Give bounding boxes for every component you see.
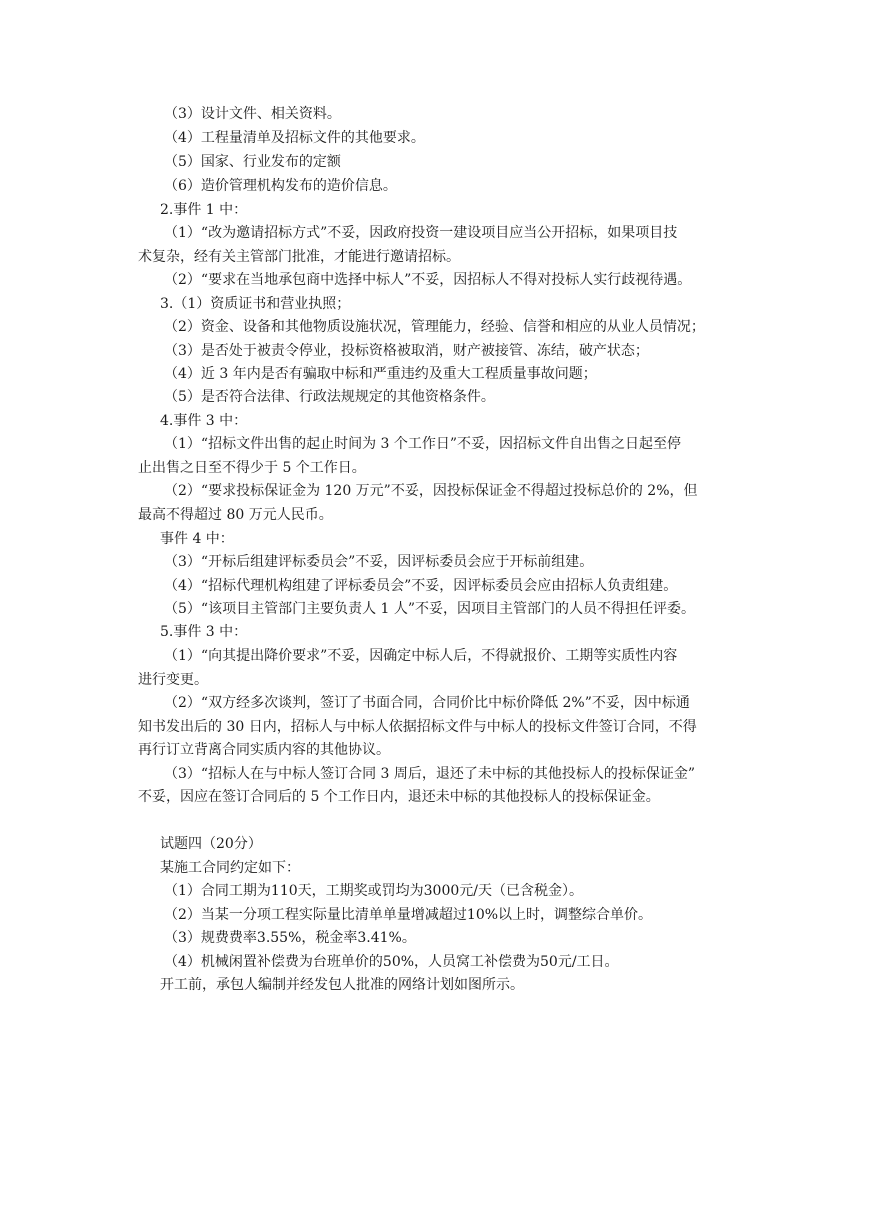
- text-line: （6）造价管理机构发布的造价信息。: [164, 178, 397, 194]
- text-line: （4）机械闲置补偿费为台班单价的50%，人员窝工补偿费为50元/工日。: [164, 954, 619, 970]
- text-line: 术复杂，经有关主管部门批准，才能进行邀请招标。: [138, 249, 460, 265]
- text-line: 事件 4 中：: [160, 531, 234, 547]
- text-line: 知书发出后的 30 日内，招标人与中标人依据招标文件与中标人的投标文件签订合同，不得: [138, 719, 697, 735]
- text-line: （1）合同工期为110天，工期奖或罚均为3000元/天（已含税金）。: [164, 883, 583, 899]
- text-line: （1）“招标文件出售的起止时间为 3 个工作日”不妥，因招标文件自出售之日起至停: [164, 436, 682, 452]
- text-line: 再行订立背离合同实质内容的其他协议。: [138, 742, 390, 758]
- text-line: 2.事件 1 中：: [160, 202, 248, 218]
- text-line: 进行变更。: [138, 672, 208, 688]
- text-line: 3.（1）资质证书和营业执照；: [160, 296, 351, 312]
- text-line: （2）“要求投标保证金为 120 万元”不妥，因投标保证金不得超过投标总价的 2%，但: [164, 483, 698, 499]
- text-line: 4.事件 3 中：: [160, 413, 248, 429]
- text-line: 5.事件 3 中：: [160, 624, 248, 640]
- text-line: （2）资金、设备和其他物质设施状况，管理能力，经验、信誉和相应的从业人员情况；: [164, 319, 705, 335]
- text-line: （4）“招标代理机构组建了评标委员会”不妥，因评标委员会应由招标人负责组建。: [164, 578, 678, 594]
- text-line: （4）近 3 年内是否有骗取中标和严重违约及重大工程质量事故问题；: [164, 366, 597, 382]
- text-line: （3）规费费率3.55%，税金率3.41%。: [164, 930, 416, 946]
- text-line: （2）当某一分项工程实际量比清单单量增减超过10%以上时，调整综合单价。: [164, 907, 653, 923]
- text-line: （2）“要求在当地承包商中选择中标人”不妥，因招标人不得对投标人实行歧视待遇。: [164, 272, 692, 288]
- text-line: （1）“向其提出降价要求”不妥，因确定中标人后，不得就报价、工期等实质性内容: [164, 648, 678, 664]
- text-line: （5）“该项目主管部门主要负责人 1 人”不妥，因项目主管部门的人员不得担任评委。: [164, 601, 696, 617]
- text-line: 开工前，承包人编制并经发包人批准的网络计划如图所示。: [160, 977, 524, 993]
- text-line: （1）“改为邀请招标方式”不妥，因政府投资一建设项目应当公开招标，如果项目技: [164, 225, 678, 241]
- text-line: （5）国家、行业发布的定额: [164, 154, 341, 170]
- text-line: （3）“招标人在与中标人签订合同 3 周后，退还了未中标的其他投标人的投标保证金”: [164, 766, 696, 782]
- section-heading: 试题四（20分）: [160, 836, 262, 852]
- text-line: 最高不得超过 80 万元人民币。: [138, 507, 333, 523]
- text-line: （3）设计文件、相关资料。: [164, 106, 341, 122]
- text-line: （2）“双方经多次谈判，签订了书面合同，合同价比中标价降低 2%”不妥，因中标通: [164, 695, 690, 711]
- text-line: 不妥，因应在签订合同后的 5 个工作日内，退还未中标的其他投标人的投标保证金。: [138, 789, 660, 805]
- text-line: （5）是否符合法律、行政法规规定的其他资格条件。: [164, 389, 495, 405]
- text-line: （4）工程量清单及招标文件的其他要求。: [164, 130, 425, 146]
- text-line: 某施工合同约定如下：: [160, 860, 300, 876]
- text-line: 止出售之日至不得少于 5 个工作日。: [138, 460, 366, 476]
- text-line: （3）“开标后组建评标委员会”不妥，因评标委员会应于开标前组建。: [164, 554, 594, 570]
- text-line: （3）是否处于被责令停业，投标资格被取消，财产被接管、冻结，破产状态；: [164, 343, 649, 359]
